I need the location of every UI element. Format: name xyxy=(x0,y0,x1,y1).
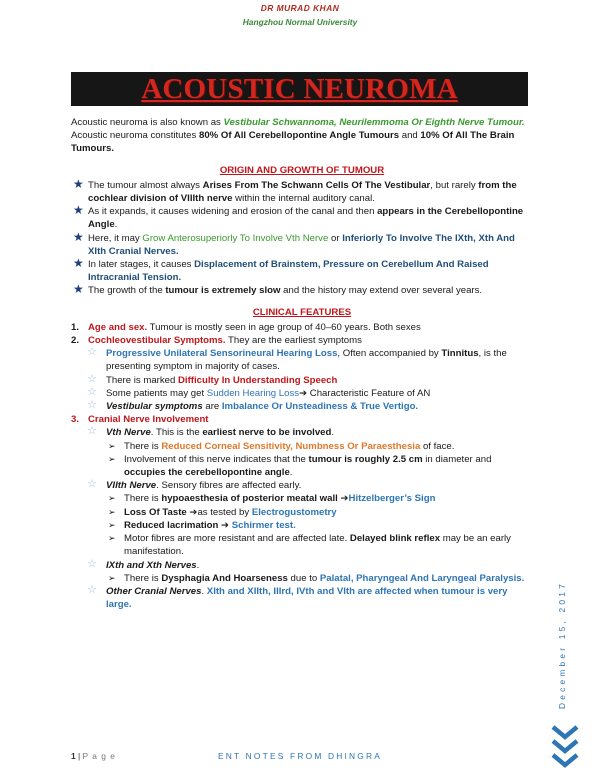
list-item: ➢ Motor fibres are more resistant and are affected late. Delayed blink reflex may be an early manifestation. xyxy=(108,533,511,558)
list-item: ☆ Some patients may get Sudden Hearing Loss➔ Characteristic Feature of AN xyxy=(87,385,431,399)
list-item: ➢ Reduced lacrimation ➔ Schirmer test. xyxy=(108,519,296,531)
list-item: ☆ Vestibular symptoms are Imbalance Or Unsteadiness & True Vertigo. xyxy=(87,399,419,413)
document-body xyxy=(71,116,533,611)
list-item: ➢ Involvement of this nerve indicates that the tumour is roughly 2.5 cm in diameter and occupies the cerebellopontine angle. xyxy=(108,453,492,479)
star-bullet-icon: ★ xyxy=(73,229,84,244)
author-name: DR MURAD KHAN xyxy=(260,3,340,13)
list-item: ☆ There is marked Difficulty In Understanding Speech xyxy=(87,372,338,386)
list-item: ☆ Vth Nerve. This is the earliest nerve to be involved. xyxy=(87,425,335,439)
arrow-bullet-icon: ➢ xyxy=(108,453,116,464)
list-item: ☆ VIIth Nerve. Sensory fibres are affected early. xyxy=(87,478,302,492)
numbered-item-cranial: 3. Cranial Nerve Involvement xyxy=(71,414,209,426)
intro-paragraph-2: Acoustic neuroma constitutes 80% Of All Cerebellopontine Angle Tumours and 10% Of All The Brain Tumours. xyxy=(71,130,515,155)
university-name: Hangzhou Normal University xyxy=(242,17,358,27)
intro-paragraph-1: Acoustic neuroma is also known as Vestibular Schwannoma, Neurilemmoma Or Eighth Nerve Tumour. xyxy=(71,117,525,128)
star-outline-icon: ☆ xyxy=(87,372,97,385)
numbered-item-cochleovestibular: 2. Cochleovestibular Symptoms. They are the earliest symptoms xyxy=(71,335,362,347)
star-outline-icon: ☆ xyxy=(87,557,97,570)
arrow-bullet-icon: ➢ xyxy=(108,506,116,517)
list-item: ★ As it expands, it causes widening and erosion of the canal and then appears in the Cerebellopontine Angle. xyxy=(73,203,524,231)
section-heading-origin: ORIGIN AND GROWTH OF TUMOUR xyxy=(219,164,385,176)
arrow-bullet-icon: ➢ xyxy=(108,440,116,451)
star-outline-icon: ☆ xyxy=(87,346,97,359)
arrow-bullet-icon: ➢ xyxy=(108,533,116,544)
list-item: ★ Here, it may Grow Anterosuperiorly To Involve Vth Nerve or Inferiorly To Involve The IXth, Xth And XIth Cranial Nerves. xyxy=(73,229,515,257)
list-item: ★ The growth of the tumour is extremely slow and the history may extend over several years. xyxy=(73,282,483,297)
section-heading-clinical: CLINICAL FEATURES xyxy=(252,306,352,318)
list-item: ★ In later stages, it causes Displacement of Brainstem, Pressure on Cerebellum And Raised Intracranial Tension. xyxy=(73,256,489,284)
star-outline-icon: ☆ xyxy=(87,583,97,596)
star-bullet-icon: ★ xyxy=(73,176,84,191)
star-outline-icon: ☆ xyxy=(87,478,97,491)
list-item: ★ The tumour almost always Arises From The Schwann Cells Of The Vestibular, but rarely from the cochlear division of VIIIth nerve within the internal auditory canal. xyxy=(73,176,517,205)
arrow-bullet-icon: ➢ xyxy=(108,519,116,530)
date-stamp: December 15, 2017 xyxy=(557,581,567,709)
star-bullet-icon: ★ xyxy=(73,203,84,218)
list-item: ☆ Other Cranial Nerves. XIth and XIIth, IIIrd, IVth and VIth are affected when tumour is very large. xyxy=(87,583,508,611)
list-item: ➢ Loss Of Taste ➔as tested by Electrogustometry xyxy=(108,506,337,518)
star-bullet-icon: ★ xyxy=(73,256,84,271)
list-item: ☆ IXth and Xth Nerves. xyxy=(87,557,200,571)
numbered-item-age: 1. Age and sex. Tumour is mostly seen in age group of 40–60 years. Both sexes xyxy=(71,321,421,333)
page-title: ACOUSTIC NEUROMA xyxy=(141,73,458,105)
list-item: ➢ There is Reduced Corneal Sensitivity, Numbness Or Paraesthesia of face. xyxy=(108,440,455,452)
footer-notes-title: ENT NOTES FROM DHINGRA xyxy=(217,751,383,761)
chevron-down-icon xyxy=(550,723,580,773)
arrow-bullet-icon: ➢ xyxy=(108,572,116,583)
list-item: ☆ Progressive Unilateral Sensorineural Hearing Loss, Often accompanied by Tinnitus, is the presenting symptom in majority of cases. xyxy=(87,346,507,373)
arrow-bullet-icon: ➢ xyxy=(108,493,116,504)
title-banner xyxy=(71,72,528,106)
star-outline-icon: ☆ xyxy=(87,425,97,438)
page-number: 1 | P a g e xyxy=(71,751,116,761)
star-bullet-icon: ★ xyxy=(73,282,84,297)
star-outline-icon: ☆ xyxy=(87,385,97,398)
origin-list xyxy=(71,176,533,298)
list-item: ➢ There is hypoaesthesia of posterior meatal wall ➔Hitzelberger’s Sign xyxy=(108,493,436,505)
star-outline-icon: ☆ xyxy=(87,399,97,412)
list-item: ➢ There is Dysphagia And Hoarseness due to Palatal, Pharyngeal And Laryngeal Paralysis. xyxy=(108,572,525,584)
